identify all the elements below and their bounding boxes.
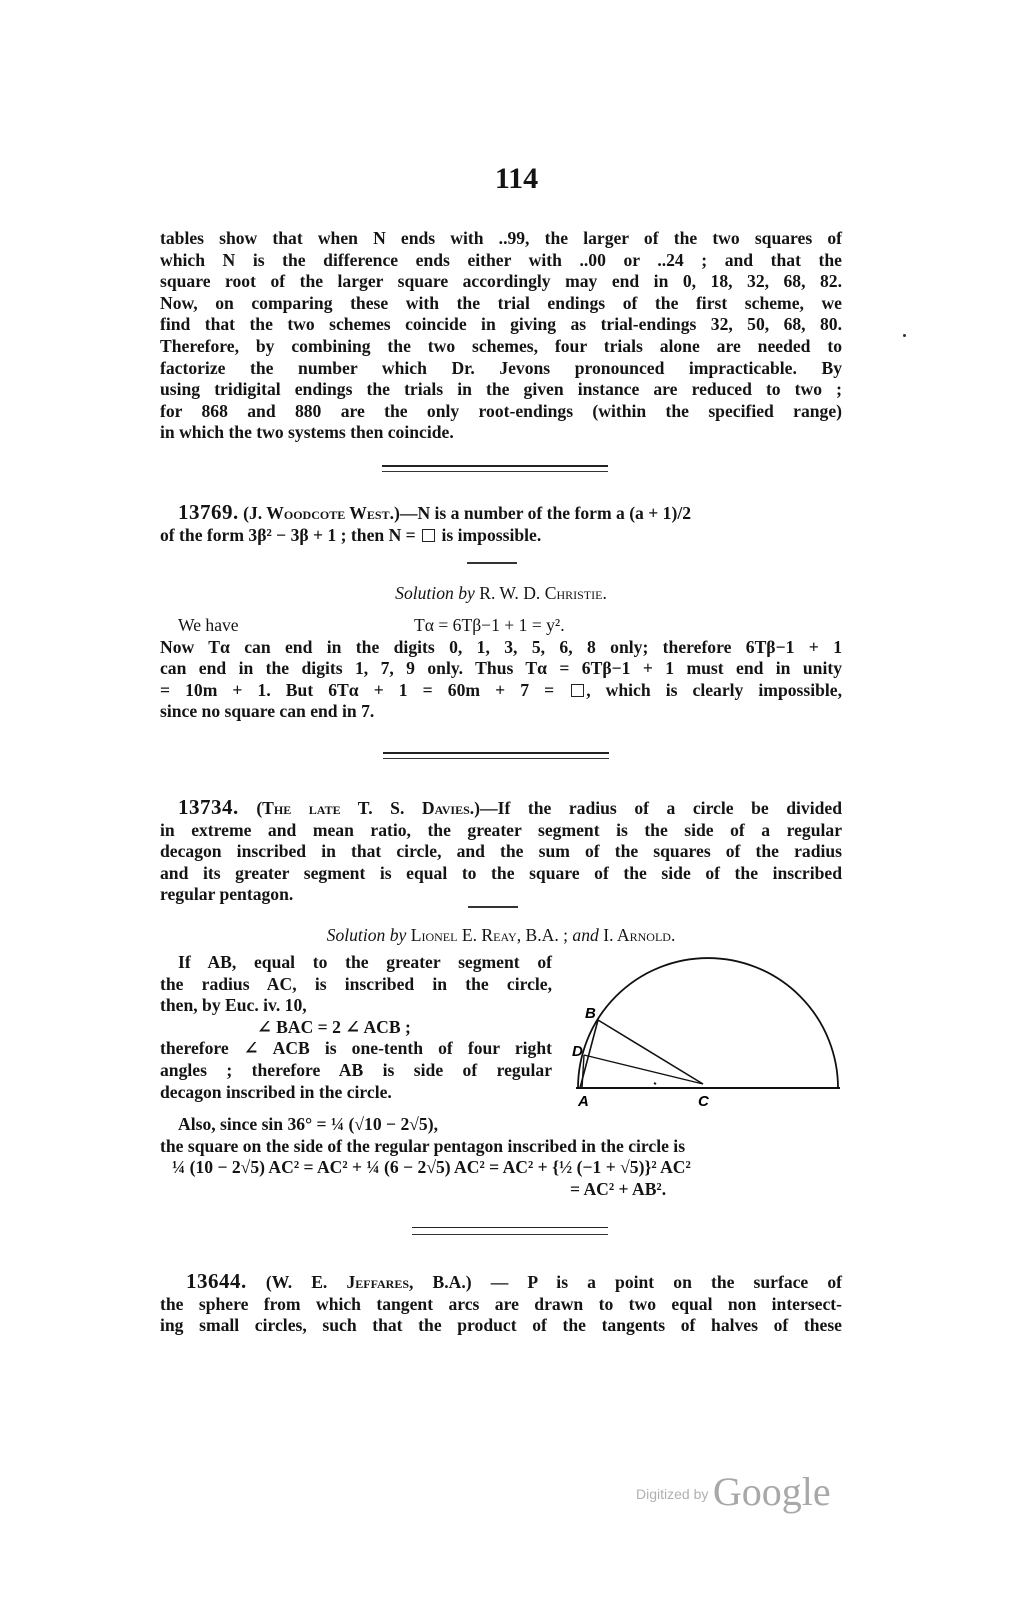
left-line-3: then, by Euc. iv. 10, [160, 995, 307, 1016]
solution-heading-13734: Solution by Lionel E. Reay, B.A. ; and I. Arnold. [326, 925, 676, 945]
equation-1: Tα = 6Tβ−1 + 1 = y². [414, 615, 565, 635]
section-divider-3 [412, 1227, 608, 1228]
intro-line-8: using tridigital endings the trials in the given instance are reduced to two ; [160, 379, 842, 400]
semicircle-arc [578, 958, 838, 1088]
intro-line-2: which N is the difference ends either with ..00 or ..24 ; and that the [160, 249, 842, 270]
label-b: B [585, 1005, 596, 1022]
solution-line-4: since no square can end in 7. [160, 701, 375, 722]
angle-equation: ∠ BAC = 2 ∠ ACB ; [257, 1016, 411, 1037]
we-have: We have [178, 615, 239, 635]
left-line-6: decagon inscribed in the circle. [160, 1081, 392, 1102]
question-text-2: in extreme and mean ratio, the greater segment is the side of a regular [160, 819, 842, 840]
question-author: (J. Woodcote West.) [243, 503, 400, 523]
line-dc [584, 1055, 703, 1084]
square-symbol-2 [571, 684, 584, 697]
solution-line-3b: , which is clearly impossible, [586, 679, 842, 700]
semicircle-diagram [572, 950, 844, 1110]
result-equation: = AC² + AB². [570, 1178, 667, 1199]
left-line-1: If AB, equal to the greater segment of [178, 952, 552, 972]
label-d: D [572, 1043, 583, 1060]
solver-name: R. W. D. Christie. [479, 583, 607, 603]
long-equation: ¼ (10 − 2√5) AC² = AC² + ¼ (6 − 2√5) AC² = AC² + {½ (−1 + √5)}² AC² [172, 1157, 691, 1178]
solver-name-2: I. Arnold. [603, 925, 676, 945]
left-line-5: angles ; therefore AB is side of regular [160, 1059, 552, 1080]
section-divider-2b [383, 758, 609, 759]
also-line: Also, since sin 36° = ¼ (√10 − 2√5), [178, 1114, 438, 1134]
question-text-1: —N is a number of the form a (a + 1)/2 [399, 503, 692, 523]
short-rule [467, 562, 517, 564]
square-line: the square on the side of the regular pentagon inscribed in the circle is [160, 1135, 686, 1156]
solution-13769 [160, 615, 842, 723]
question-text-3: decagon inscribed in that circle, and the sum of the squares of the radius [160, 841, 842, 862]
question-text-2: of the form 3β² − 3β + 1 ; then N = [160, 524, 421, 545]
digitized-watermark [636, 1468, 831, 1515]
question-13644 [160, 1271, 842, 1337]
question-author: (W. E. Jeffares, B.A.) [265, 1272, 472, 1292]
intro-line-1: tables show that when N ends with ..99, the larger of the two squares of [160, 228, 842, 248]
question-number: 13734. [178, 795, 239, 819]
solver-name-1: Lionel E. Reay, B.A. ; [410, 925, 569, 945]
square-symbol [422, 529, 435, 542]
stray-dot [903, 334, 906, 337]
question-text-5: regular pentagon. [160, 884, 294, 905]
page-number: 114 [494, 162, 539, 195]
intro-line-4: Now, on comparing these with the trial endings of the first scheme, we [160, 292, 842, 313]
question-text-2: the sphere from which tangent arcs are drawn to two equal non intersect- [160, 1293, 842, 1314]
solution-line-3a: = 10m + 1. But 6Tα + 1 = 60m + 7 = [160, 679, 570, 700]
intro-line-3: square root of the larger square accordingly may end in 0, 18, 32, 68, 82. [160, 271, 842, 292]
solution-13734-left [160, 952, 552, 1103]
question-text-3: ing small circles, such that the product of the tangents of halves of these [160, 1315, 842, 1336]
question-13769 [160, 502, 842, 546]
question-text-4: and its greater segment is equal to the square of the side of the inscribed [160, 862, 842, 883]
question-number: 13769. [178, 500, 239, 524]
solution-line-2: can end in the digits 1, 7, 9 only. Thus Tα = 6Tβ−1 + 1 must end in unity [160, 658, 842, 679]
intro-line-7: factorize the number which Dr. Jevons pronounced impracticable. By [160, 357, 842, 378]
left-line-2: the radius AC, is inscribed in the circle, [160, 973, 552, 994]
section-divider-3b [412, 1234, 608, 1235]
question-number: 13644. [186, 1269, 247, 1293]
section-divider-1 [382, 465, 608, 467]
intro-paragraph [160, 228, 842, 444]
line-bc [598, 1020, 703, 1084]
label-a: A [578, 1093, 589, 1110]
solution-13734-bottom [160, 1114, 842, 1200]
question-author: (The late T. S. Davies.) [256, 798, 481, 818]
watermark-small: Digitized by [636, 1486, 709, 1502]
solution-heading-13769: Solution by R. W. D. Christie. [395, 583, 607, 603]
label-c: C [698, 1093, 709, 1110]
intro-line-5: find that the two schemes coincide in giving as trial-endings 32, 50, 68, 80. [160, 314, 842, 335]
intro-line-9: for 868 and 880 are the only root-endings (within the specified range) [160, 400, 842, 421]
short-rule [468, 906, 518, 908]
tick-mark [654, 1083, 656, 1084]
section-divider-2 [383, 752, 609, 754]
intro-line-10: in which the two systems then coincide. [160, 422, 454, 443]
question-text-1: — P is a point on the surface of [471, 1272, 842, 1292]
intro-line-6: Therefore, by combining the two schemes, four trials alone are needed to [160, 335, 842, 356]
section-divider-1b [382, 471, 608, 472]
question-text-2b: is impossible. [437, 524, 542, 545]
solution-line-1: Now Tα can end in the digits 0, 1, 3, 5, 6, 8 only; therefore 6Tβ−1 + 1 [160, 636, 842, 657]
question-text-1: —If the radius of a circle be divided [480, 798, 842, 818]
watermark-logo: Google [712, 1469, 831, 1514]
question-13734 [160, 797, 842, 906]
left-line-4: therefore ∠ ACB is one-tenth of four right [160, 1038, 552, 1059]
